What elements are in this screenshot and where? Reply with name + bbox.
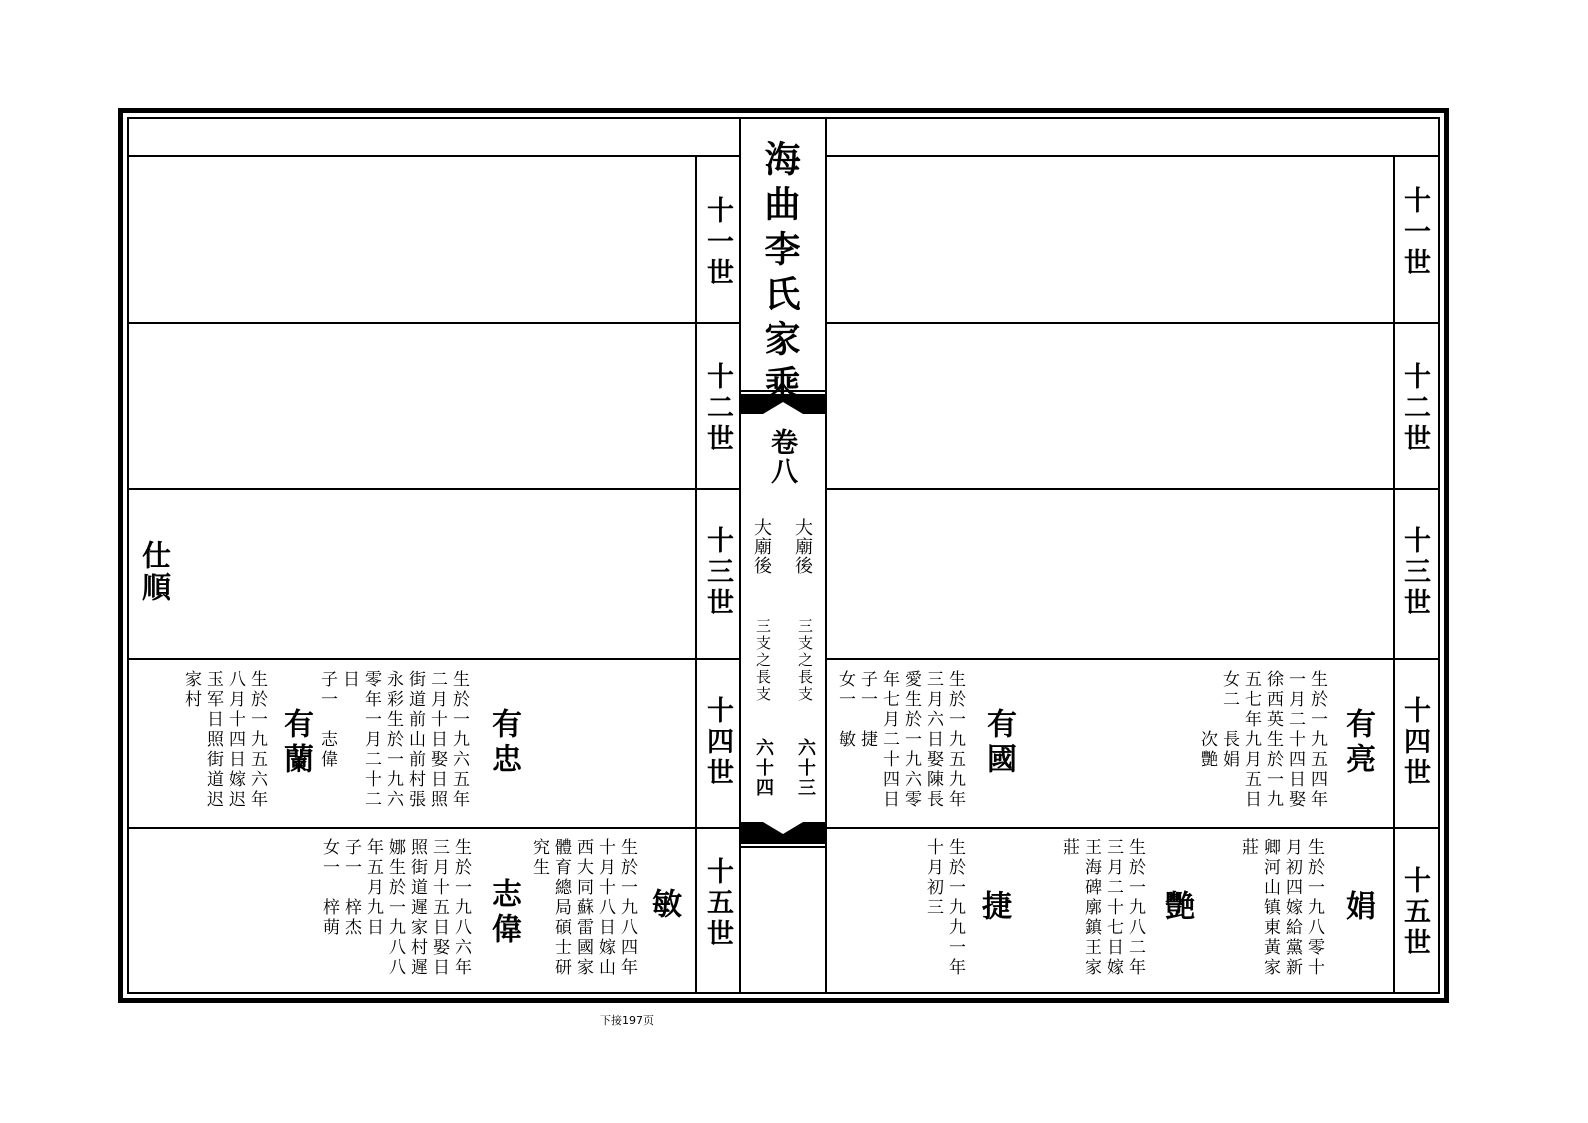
right-gen-11: 十一世	[1399, 186, 1430, 279]
continuation-note: 下接197页	[600, 1014, 654, 1027]
left-gen-13: 十三世	[702, 526, 733, 619]
person-name: 志偉	[486, 878, 521, 948]
spine-band-bottom	[741, 838, 825, 844]
left-gen-col-rule	[695, 155, 697, 994]
right-gen-15: 十五世	[1399, 866, 1430, 959]
branch-number-right: 六十三	[795, 738, 816, 798]
right-rule-14	[827, 827, 1438, 829]
person-name: 娟	[1340, 890, 1375, 925]
person-notes: 生於一九八六年 三月十五日娶日 照街道遲家村遲 娜生於一九八八 年五月九日 子一 梓杰 女一 梓萌	[319, 838, 471, 978]
person-name: 有忠	[486, 708, 521, 778]
person-notes: 生於一九六五年 二月十日娶日照 街道前山前村張 永彩生於一九六 零年一月二十二 日 子一 志偉	[317, 670, 469, 810]
spine-bottom-notch	[741, 822, 825, 838]
person-notes: 生於一九八四年 十月十八日嫁山 西大同蘇雷國家 體育總局碩士研 究生	[529, 838, 637, 978]
person-notes: 生於一九五四年 一月二十四日娶 徐西英生於一九 五七年九月五日 女二 長娟 次艷	[1197, 670, 1327, 810]
spine-left-rule	[739, 117, 741, 994]
left-rule-13	[129, 658, 739, 660]
right-gen-13: 十三世	[1399, 526, 1430, 619]
person-notes: 生於一九八二年 三月二十七日嫁 王海碑廓鎮王家 莊	[1059, 838, 1145, 978]
person-name: 有亮	[1340, 708, 1375, 778]
person-name: 敏	[646, 888, 681, 923]
volume-label: 卷八	[766, 428, 797, 486]
spine-right-rule	[825, 117, 827, 994]
left-rule-14	[129, 827, 739, 829]
person-name: 捷	[976, 890, 1011, 925]
right-gen-12: 十二世	[1399, 362, 1430, 455]
person-name: 艷	[1159, 890, 1194, 925]
branch-place-right: 大廟後	[792, 518, 813, 575]
branch-number-left: 六十四	[753, 738, 774, 798]
person-notes: 生於一九五六年 八月十四日嫁迟 玉军日照街道迟 家村	[181, 670, 267, 810]
person-name: 仕順	[138, 540, 172, 604]
right-gen-14: 十四世	[1399, 696, 1430, 789]
left-gen-11: 十一世	[702, 196, 733, 289]
spine-rule-b	[741, 846, 825, 848]
branch-name-right: 三支之長支	[796, 618, 814, 703]
book-title: 海曲李氏家乘	[759, 140, 801, 410]
right-rule-top	[827, 155, 1438, 157]
branch-name-left: 三支之長支	[754, 618, 772, 703]
person-notes: 生於一九五九年 三月六日娶陳長 愛生於一九六零 年七月二十四日 子一 捷 女一 敏	[835, 670, 965, 810]
left-rule-top	[129, 155, 739, 157]
left-rule-12	[129, 488, 739, 490]
right-gen-col-rule	[1393, 155, 1395, 994]
right-rule-12	[827, 488, 1438, 490]
left-gen-14: 十四世	[702, 696, 733, 789]
left-gen-15: 十五世	[702, 857, 733, 950]
left-gen-12: 十二世	[702, 362, 733, 455]
person-name: 有國	[981, 708, 1016, 778]
person-notes: 生於一九八零十 月初四嫁給黨新 卿河山镇東黃家 莊	[1238, 838, 1324, 978]
person-notes: 生於一九九一年 十月初三	[923, 838, 965, 978]
branch-place-left: 大廟後	[751, 518, 772, 575]
right-rule-11	[827, 322, 1438, 324]
right-rule-13	[827, 658, 1438, 660]
left-rule-11	[129, 322, 739, 324]
person-name: 有蘭	[278, 708, 313, 778]
